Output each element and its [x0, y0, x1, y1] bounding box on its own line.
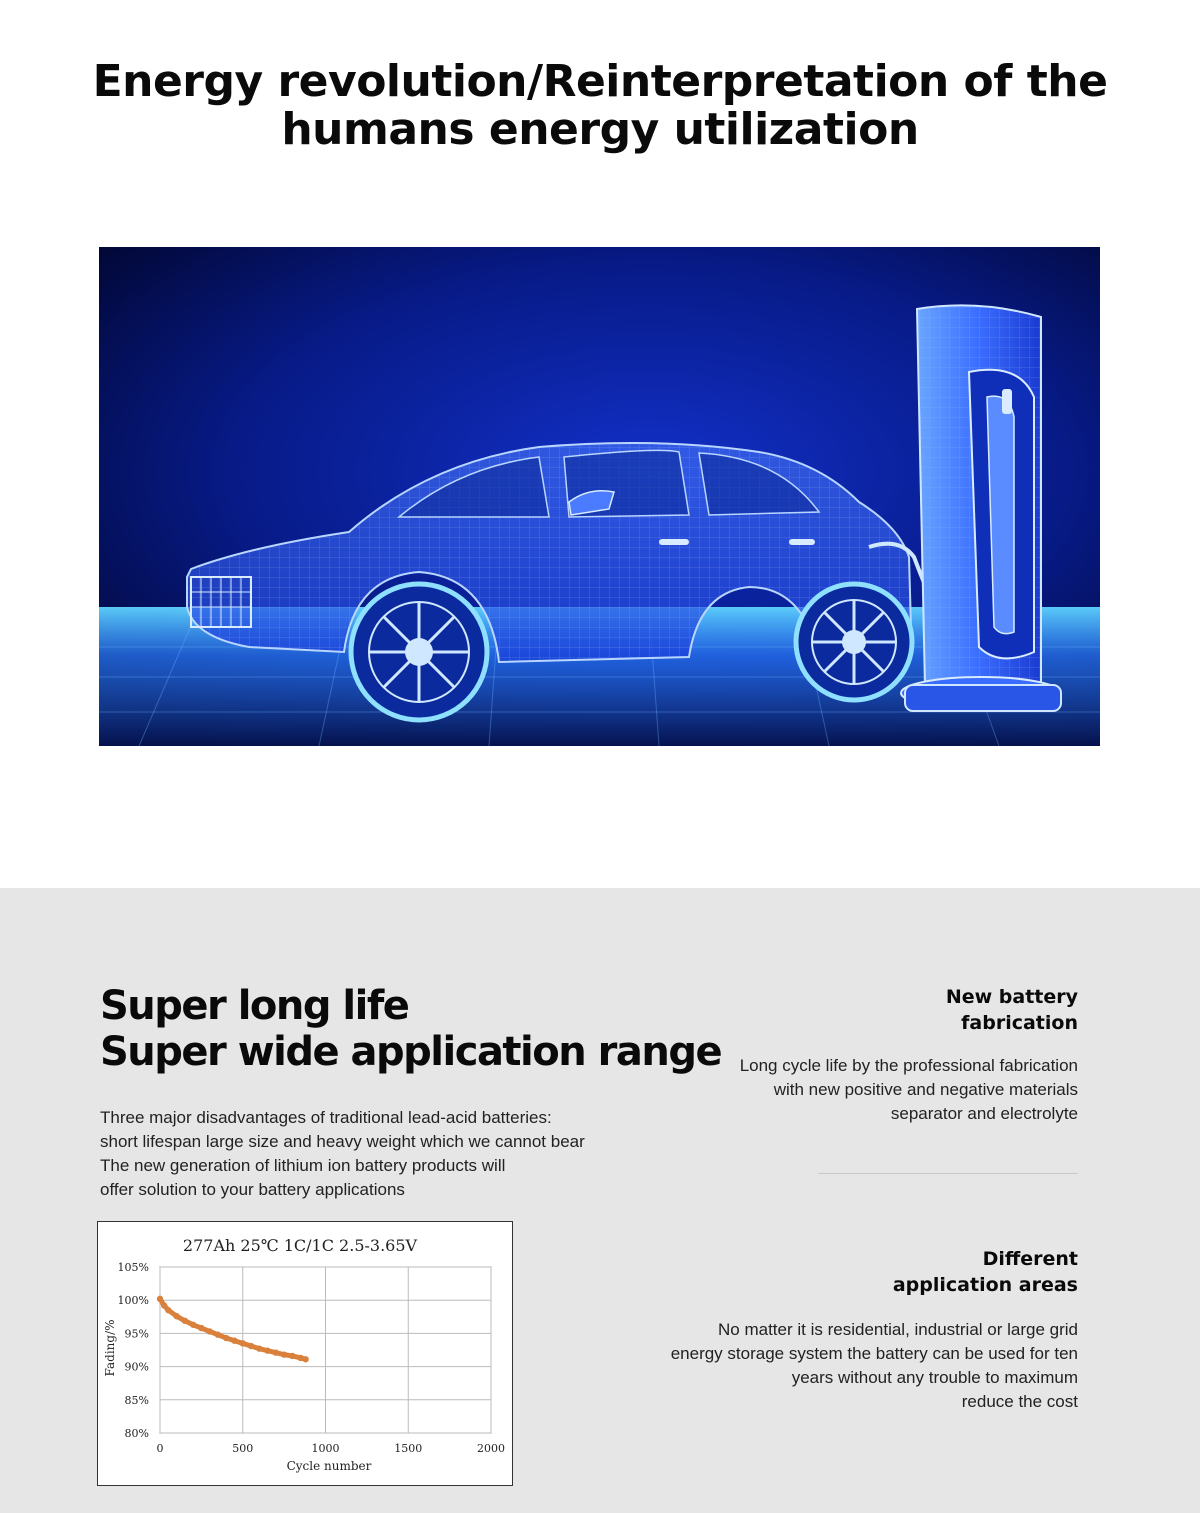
chart-y-tick-label: 85% — [124, 1393, 149, 1407]
chart-data-point — [231, 1338, 237, 1344]
electric-car-charging-image — [99, 247, 1100, 746]
feature-text-line: reduce the cost — [961, 1392, 1078, 1411]
chart-title: 277Ah 25℃ 1C/1C 2.5-3.65V — [182, 1236, 418, 1255]
chart-data-point — [223, 1335, 229, 1341]
chart-x-tick-label: 2000 — [477, 1442, 505, 1455]
section-title-line-2: Super wide application range — [100, 1029, 722, 1075]
feature-text-line: years without any trouble to maximum — [791, 1368, 1078, 1387]
feature-different-application-areas — [671, 1246, 1078, 1414]
chart-grid — [160, 1267, 491, 1433]
section-description-line: short lifespan large size and heavy weight which we cannot bear — [100, 1132, 585, 1151]
feature-text-line: Long cycle life by the professional fabrication — [739, 1056, 1078, 1075]
chart-series-line — [160, 1299, 306, 1359]
feature-title-line: application areas — [892, 1274, 1078, 1296]
section-description-line: Three major disadvantages of traditional lead-acid batteries: — [100, 1108, 552, 1127]
feature-title-line: fabrication — [961, 1012, 1078, 1034]
chart-data-point — [240, 1340, 246, 1346]
feature-text — [671, 1318, 1078, 1414]
chart-data-point — [281, 1351, 287, 1357]
chart-data-point — [289, 1353, 295, 1359]
chart-y-tick-label: 80% — [124, 1427, 149, 1440]
chart-data-point — [215, 1332, 221, 1338]
feature-new-battery-fabrication — [740, 984, 1078, 1126]
chart-series — [157, 1296, 309, 1363]
feature-text — [740, 1054, 1078, 1126]
chart-data-point — [206, 1328, 212, 1334]
section-title-line-1: Super long life — [100, 983, 409, 1029]
chart-y-tick-label: 95% — [124, 1327, 149, 1341]
chart-data-point — [173, 1313, 179, 1319]
chart-y-axis-label: Fading/% — [103, 1319, 117, 1377]
chart-data-point — [190, 1322, 196, 1328]
section-description-line: The new generation of lithium ion battery products will — [100, 1156, 506, 1175]
feature-text-line: separator and electrolyte — [890, 1104, 1078, 1123]
feature-divider — [818, 1173, 1078, 1174]
cycle-life-chart — [97, 1221, 513, 1486]
chart-x-tick-label: 500 — [232, 1442, 254, 1455]
feature-title — [671, 1246, 1078, 1298]
feature-text-line: with new positive and negative materials — [773, 1080, 1078, 1099]
feature-title-line: New battery — [945, 986, 1078, 1008]
hero-title-line-1: Energy revolution/Reinterpretation of the — [92, 56, 1108, 107]
section-description-line: offer solution to your battery applications — [100, 1180, 405, 1199]
chart-x-tick-label: 1500 — [394, 1442, 423, 1455]
chart-y-tick-label: 105% — [117, 1261, 149, 1274]
feature-title — [740, 984, 1078, 1036]
feature-text-line: energy storage system the battery can be used for ten — [670, 1344, 1078, 1363]
chart-x-axis-label: Cycle number — [286, 1459, 372, 1473]
chart-x-ticks — [157, 1442, 506, 1455]
chart-data-point — [198, 1325, 204, 1331]
chart-y-ticks — [118, 1261, 149, 1440]
chart-x-tick-label: 1000 — [311, 1442, 340, 1455]
chart-data-point — [182, 1318, 188, 1324]
chart-data-point — [264, 1347, 270, 1353]
chart-y-tick-label: 90% — [124, 1360, 149, 1374]
feature-text-line: No matter it is residential, industrial or large grid — [718, 1320, 1078, 1339]
chart-data-point — [302, 1356, 308, 1362]
wireframe-car-illustration — [99, 247, 1100, 746]
chart-data-point — [157, 1296, 163, 1302]
hero-title — [0, 58, 1200, 154]
chart-data-point — [165, 1307, 171, 1313]
section-title — [100, 983, 721, 1075]
hero-title-line-2: humans energy utilization — [281, 104, 919, 155]
chart-data-point — [273, 1349, 279, 1355]
chart-x-tick-label: 0 — [156, 1442, 164, 1455]
chart-data-point — [248, 1343, 254, 1349]
cycle-life-chart-svg — [98, 1222, 512, 1485]
feature-title-line: Different — [982, 1248, 1078, 1270]
chart-data-point — [256, 1345, 262, 1351]
chart-y-tick-label: 100% — [117, 1294, 149, 1308]
section-description — [100, 1106, 660, 1202]
